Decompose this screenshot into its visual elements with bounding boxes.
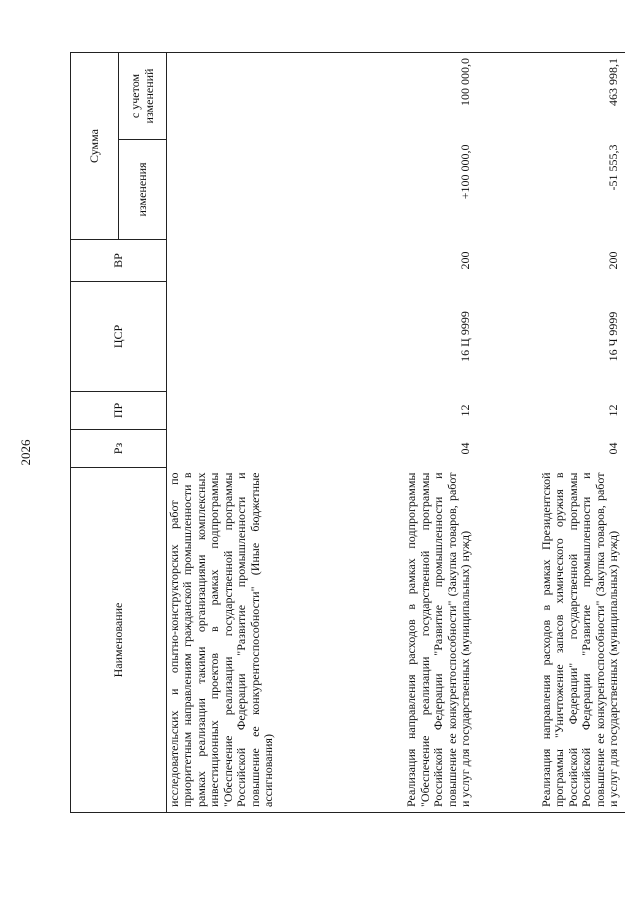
row-with-change (167, 52, 329, 139)
row-rz: 04 (458, 442, 473, 455)
header-pr: ПР (71, 392, 167, 430)
row-rz (167, 430, 329, 468)
row-name: исследовательских и опытно-конструкторских работ по приоритетным направлениям гражданской промышленности в рамках реализации такими организациями комплексных инвестиционных проектов в рамках подпрограммы "Обеспечение реализации государственной программы Российской Федерации "Развитие промышленности и повышение ее конкурентоспособности" (Иные бюджетные ассигнования) (167, 468, 329, 813)
table-row (477, 52, 625, 812)
header-sum: Сумма (71, 52, 119, 239)
row-change: -51 555,3 (606, 144, 621, 191)
table-row (167, 52, 329, 812)
row-name: Реализация направления расходов в рамках подпрограммы "Обеспечение реализации государственной программы Российской Федерации "Развитие промышленности и повышение ее конкурентоспособности" (Закупка товаров, работ и услуг для государственных (муниципальных) нужд) (329, 468, 477, 813)
row-name: Реализация направления расходов в рамках Президентской программы "Уничтожение запасов химического оружия в Российской Федерации" государственной программы Российской Федерации "Развитие промышленности и повышение ее конкурентоспособности" (Закупка товаров, работ и услуг для государственных (муниципальных) нужд) (477, 468, 625, 813)
row-with-change: 463 998,1 (477, 52, 625, 139)
header-change: изменения (119, 140, 167, 240)
row-csr: 16 Ц 9999 (458, 311, 473, 362)
row-vr: 200 (458, 251, 473, 270)
row-csr: 16 Ч 9999 (606, 311, 621, 362)
header-with-change: с учетом изменений (119, 52, 167, 139)
header-rz: Рз (71, 430, 167, 468)
row-with-change: 100 000,0 (329, 52, 477, 139)
row-pr (167, 392, 329, 430)
header-vr: ВР (71, 240, 167, 282)
table-header (71, 52, 167, 812)
header-name: Наименование (71, 468, 167, 813)
row-vr: 200 (606, 251, 621, 270)
table-row (329, 52, 477, 812)
row-pr: 12 (458, 404, 473, 417)
header-csr: ЦСР (71, 282, 167, 392)
row-vr (167, 240, 329, 282)
page-number: 2026 (18, 439, 33, 466)
row-pr: 12 (606, 404, 621, 417)
budget-table (70, 52, 625, 813)
row-csr (167, 282, 329, 392)
row-change: +100 000,0 (458, 144, 473, 200)
row-change (167, 140, 329, 240)
row-rz: 04 (606, 442, 621, 455)
